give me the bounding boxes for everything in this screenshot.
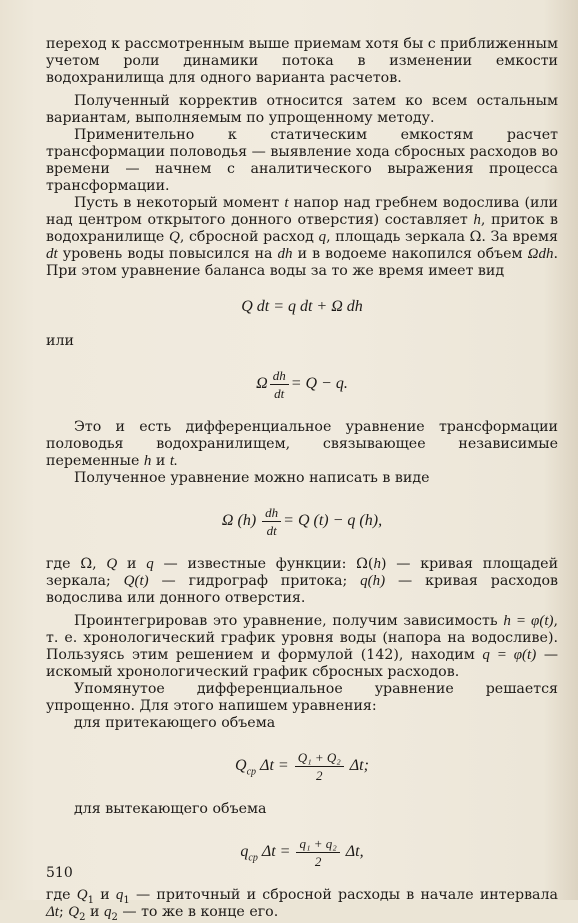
equation-outflow: $q_{ср}$ Δt = $\frac{\text{q₁ + q₂}}{2}$ Δt, <box>240 836 364 869</box>
paragraph-integration: Проинтегрировав это уравнение, получим зависимость h = φ(t), т. е. хронологический график уровня воды (напора на водосливе). Пользуясь этим решением и формулой (142), находим q = φ(t) — искомый хронологический график сбросных расходов. <box>46 613 559 680</box>
paragraph-simplified: Упомянутое дифференциальное уравнение решается упрощенно. Для этого напишем уравнения: <box>46 681 558 714</box>
paragraph-balance-setup: Пусть в некоторый момент t напор над гребнем водослива (или над центром открытого донного отверстия) составляет h, приток в водохранилище Q, сбросной расход q, площадь зеркала Ω. За время dt уровень воды повысился на dh и в водоеме накопился объем Ωdh. При этом уравнение баланса воды за то же время имеет вид <box>46 195 559 279</box>
page-text <box>46 36 558 921</box>
equation-differential: Ω $\frac{dh}{dt}$ = Q − q. <box>256 368 348 401</box>
paragraph-static-capacity: Применительно к статическим емкостям расчет трансформации половодья — выявление хода сбросных расходов во времени — начнем с аналитического выражения процесса трансформации. <box>46 127 558 194</box>
label-inflow-volume: для притекающего объема <box>74 715 276 731</box>
equation-inflow: $Q_{ср}$ Δt = $\frac{\text{Q₁ + Q₂}}{2}$ Δt; <box>235 750 369 783</box>
paragraph-functions: где Ω, Q и q — известные функции: Ω(h) — кривая площадей зеркала; Q(t) — гидрограф притока; q(h) — кривая расходов водослива или донного отверстия. <box>46 556 559 606</box>
label-outflow-volume: для вытекающего объема <box>74 801 267 817</box>
paragraph-rewrite: Полученное уравнение можно написать в виде <box>74 470 430 486</box>
equation-functional: Ω (h) $\frac{dh}{dt}$ = Q (t) − q (h), <box>221 505 383 538</box>
equation-balance: Q dt = q dt + Ω dh <box>241 298 363 315</box>
paragraph-definitions: где $Q_1$ и $q_1$ — приточный и сбросной расходы в начале интервала Δt; $Q_2$ и $q_2$ — то же в конце его. <box>46 887 558 923</box>
page-number: 510 <box>46 865 73 881</box>
paragraph-differential-meaning: Это и есть дифференциальное уравнение трансформации половодья водохранилищем, связывающее независимые переменные h и t. <box>46 419 558 469</box>
word-ili: или <box>46 333 74 349</box>
paragraph-continuation: переход к рассмотренным выше приемам хотя бы с приближенным учетом роли динамики потока в изменении емкости водохранилища для одного варианта расчетов. <box>46 36 558 86</box>
paragraph-corrective: Полученный корректив относится затем ко всем остальным вариантам, выполняемым по упрощенному методу. <box>46 93 558 126</box>
